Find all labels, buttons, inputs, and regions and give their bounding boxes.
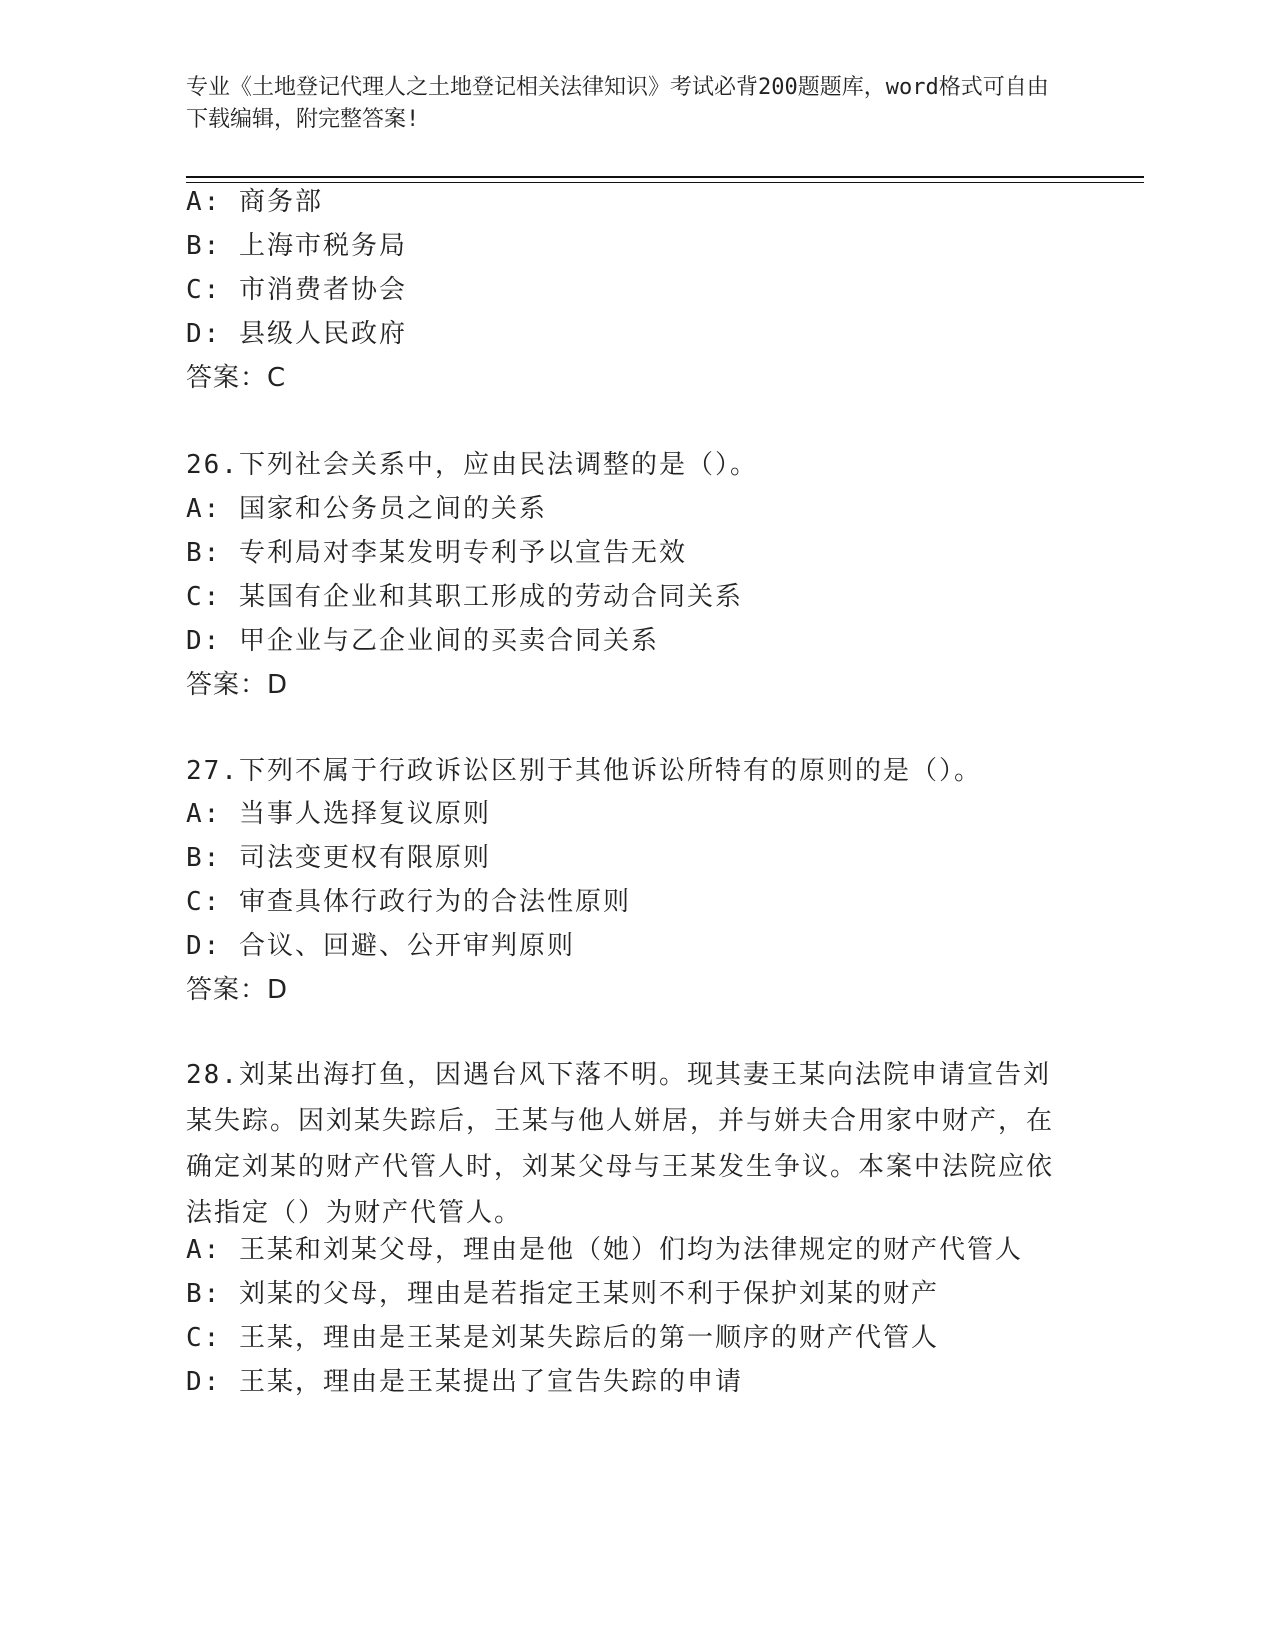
q25-option-d: D: 县级人民政府 — [186, 319, 407, 349]
q28-option-a: A: 王某和刘某父母，理由是他（她）们均为法律规定的财产代管人 — [186, 1235, 1023, 1265]
q27-answer: 答案：D — [186, 975, 289, 1005]
q26-option-b: B: 专利局对李某发明专利予以宣告无效 — [186, 538, 687, 568]
header-rule-thick — [186, 176, 1144, 178]
q25-option-c: C: 市消费者协会 — [186, 275, 407, 305]
q27-option-c: C: 审查具体行政行为的合法性原则 — [186, 887, 631, 917]
q27-option-b: B: 司法变更权有限原则 — [186, 843, 491, 873]
q25-option-a: A: 商务部 — [186, 187, 323, 217]
q26-option-d: D: 甲企业与乙企业间的买卖合同关系 — [186, 626, 659, 656]
q26-question: 26.下列社会关系中，应由民法调整的是（）。 — [186, 450, 758, 480]
q25-answer: 答案：C — [186, 363, 287, 393]
q26-answer: 答案：D — [186, 670, 289, 700]
q27-option-d: D: 合议、回避、公开审判原则 — [186, 931, 575, 961]
q28-option-b: B: 刘某的父母，理由是若指定王某则不利于保护刘某的财产 — [186, 1279, 939, 1309]
q26-option-a: A: 国家和公务员之间的关系 — [186, 494, 547, 524]
document-header: 专业《土地登记代理人之土地登记相关法律知识》考试必背200题题库，word格式可自由下载编辑，附完整答案! — [186, 75, 1049, 132]
q28-option-d: D: 王某，理由是王某提出了宣告失踪的申请 — [186, 1367, 743, 1397]
q28-option-c: C: 王某，理由是王某是刘某失踪后的第一顺序的财产代管人 — [186, 1323, 939, 1353]
q27-option-a: A: 当事人选择复议原则 — [186, 799, 491, 829]
q25-option-b: B: 上海市税务局 — [186, 231, 407, 261]
q27-question: 27.下列不属于行政诉讼区别于其他诉讼所特有的原则的是（）。 — [186, 756, 982, 786]
header-rule-thin — [186, 182, 1144, 183]
q26-option-c: C: 某国有企业和其职工形成的劳动合同关系 — [186, 582, 743, 612]
q28-question: 28.刘某出海打鱼，因遇台风下落不明。现其妻王某向法院申请宣告刘某失踪。因刘某失踪后，王某与他人姘居，并与姘夫合用家中财产，在确定刘某的财产代管人时，刘某父母与王某发生争议。本案中法院应依法指定（）为财产代管人。 — [186, 1060, 1055, 1228]
